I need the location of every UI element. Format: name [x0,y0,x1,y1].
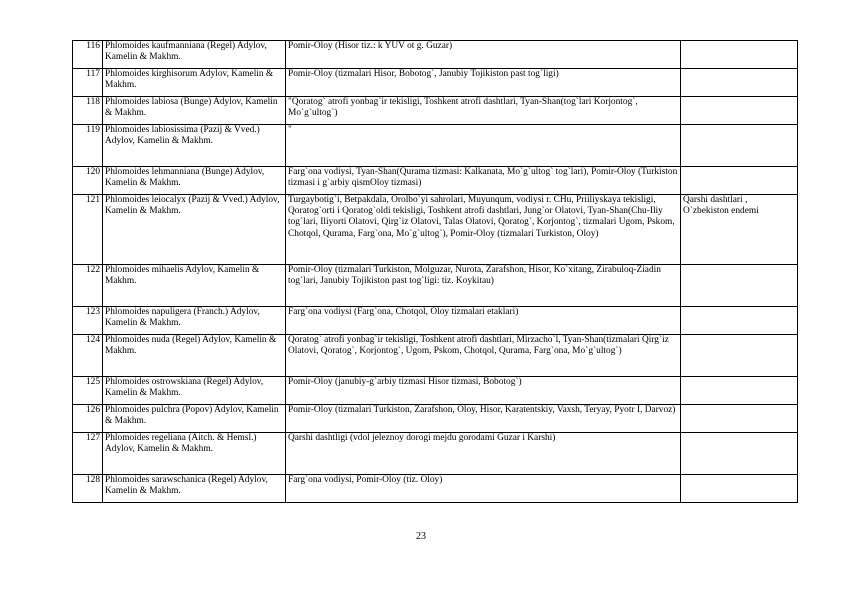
species-name: Phlomoides labiosa (Bunge) Adylov, Kamelin & Makhm. [103,97,286,125]
note [681,433,798,475]
note [681,167,798,195]
table-row [73,41,798,69]
note [681,125,798,167]
row-number: 124 [73,335,103,377]
table-row [73,195,798,265]
distribution: Pomir-Oloy (Hisor tiz.: k YUV ot g. Guzar) [286,41,681,69]
table-row [73,167,798,195]
row-number: 119 [73,125,103,167]
row-number: 120 [73,167,103,195]
note [681,265,798,307]
species-name: Phlomoides leiocalyx (Pazij & Vved.) Adylov, Kamelin & Makhm. [103,195,286,265]
page-number: 23 [416,531,426,542]
note [681,97,798,125]
species-name: Phlomoides mihaelis Adylov, Kamelin & Makhm. [103,265,286,307]
note [681,307,798,335]
row-number: 116 [73,41,103,69]
table-row [73,335,798,377]
row-number: 118 [73,97,103,125]
row-number: 122 [73,265,103,307]
distribution: "Qoratog` atrofi yonbag`ir tekisligi, Toshkent atrofi dashtlari, Tyan-Shan(tog`lari Korjontog`, Mo`g`ultog`) [286,97,681,125]
distribution: Farg`ona vodiysi (Farg`ona, Chotqol, Oloy tizmalari etaklari) [286,307,681,335]
note: Qarshi dashtlari , O`zbekiston endemi [681,195,798,265]
row-number: 125 [73,377,103,405]
note [681,475,798,503]
species-name: Phlomoides labiosissima (Pazij & Vved.) Adylov, Kamelin & Makhm. [103,125,286,167]
species-name: Phlomoides ostrowskiana (Regel) Adylov, Kamelin & Makhm. [103,377,286,405]
row-number: 128 [73,475,103,503]
species-name: Phlomoides kaufmanniana (Regel) Adylov, Kamelin & Makhm. [103,41,286,69]
note [681,69,798,97]
distribution: Qoratog` atrofi yonbag`ir tekisligi, Toshkent atrofi dashtlari, Mirzacho`l, Tyan-Shan(tizmalari Qirg`iz Olatovi, Qoratog`, Korjontog`, Ugom, Pskom, Chotqol, Qurama, Farg`ona, Mo`g`ultog`) [286,335,681,377]
note [681,335,798,377]
table-row [73,377,798,405]
species-name: Phlomoides kirghisorum Adylov, Kamelin & Makhm. [103,69,286,97]
species-name: Phlomoides pulchra (Popov) Adylov, Kamelin & Makhm. [103,405,286,433]
table-row [73,307,798,335]
row-number: 127 [73,433,103,475]
species-name: Phlomoides sarawschanica (Regel) Adylov, Kamelin & Makhm. [103,475,286,503]
note [681,405,798,433]
distribution: Farg`ona vodiysi, Pomir-Oloy (tiz. Oloy) [286,475,681,503]
table-row [73,125,798,167]
table-row [73,475,798,503]
distribution: Pomir-Oloy (janubiy-g`arbiy tizmasi Hisor tizmasi, Bobotog`) [286,377,681,405]
distribution: Qarshi dashtligi (vdol jeleznoy dorogi mejdu gorodami Guzar i Karshi) [286,433,681,475]
distribution: Pomir-Oloy (tizmalari Turkiston, Molguzar, Nurota, Zarafshon, Hisor, Ko`xitang, Zirabuloq-Ziadin tog`lari, Janubiy Tojikiston past tog`ligi: tiz. Koykitau) [286,265,681,307]
table-row [73,265,798,307]
species-table [72,40,798,503]
row-number: 123 [73,307,103,335]
species-name: Phlomoides napuligera (Franch.) Adylov, Kamelin & Makhm. [103,307,286,335]
species-name: Phlomoides regeliana (Aitch. & Hemsl.) Adylov, Kamelin & Makhm. [103,433,286,475]
distribution: Turgaybotig`i, Betpakdala, Orolbo`yi sahrolari, Muyunqum, vodiysi r. CHu, Priiliyskaya tekisligi, Qoratog`orti i Qoratog`oldi tekisligi, Toshkent atrofi dashtlari, Jung`or Olatovi, Tyan-Shan(Chu-Iliy tog`lari, Iliyorti Olatovi, Qirg`iz Olatovi, Talas Olatovi, Qoratog`, Korjontog`, tizmalari Ugom, Pskom, Chotqol, Qurama, Farg`ona, Mo`g`ultog`), Pomir-Oloy (tizmalari Turkiston, Oloy) [286,195,681,265]
table-row [73,433,798,475]
table-row [73,405,798,433]
species-name: Phlomoides lehmanniana (Bunge) Adylov, Kamelin & Makhm. [103,167,286,195]
row-number: 117 [73,69,103,97]
note [681,41,798,69]
table-row [73,97,798,125]
row-number: 121 [73,195,103,265]
distribution: Farg`ona vodiysi, Tyan-Shan(Qurama tizmasi: Kalkanata, Mo`g`ultog` tog`lari), Pomir-Oloy (Turkiston tizmasi i g`arbiy qismOloy tizmasi) [286,167,681,195]
distribution: Pomir-Oloy (tizmalari Turkiston, Zarafshon, Oloy, Hisor, Karatentskiy, Vaxsh, Teryay, Pyotr I, Darvoz) [286,405,681,433]
distribution: Pomir-Oloy (tizmalari Hisor, Bobotog`, Janubiy Tojikiston past tog`ligi) [286,69,681,97]
row-number: 126 [73,405,103,433]
species-name: Phlomoides nuda (Regel) Adylov, Kamelin & Makhm. [103,335,286,377]
note [681,377,798,405]
distribution: " [286,125,681,167]
table-row [73,69,798,97]
